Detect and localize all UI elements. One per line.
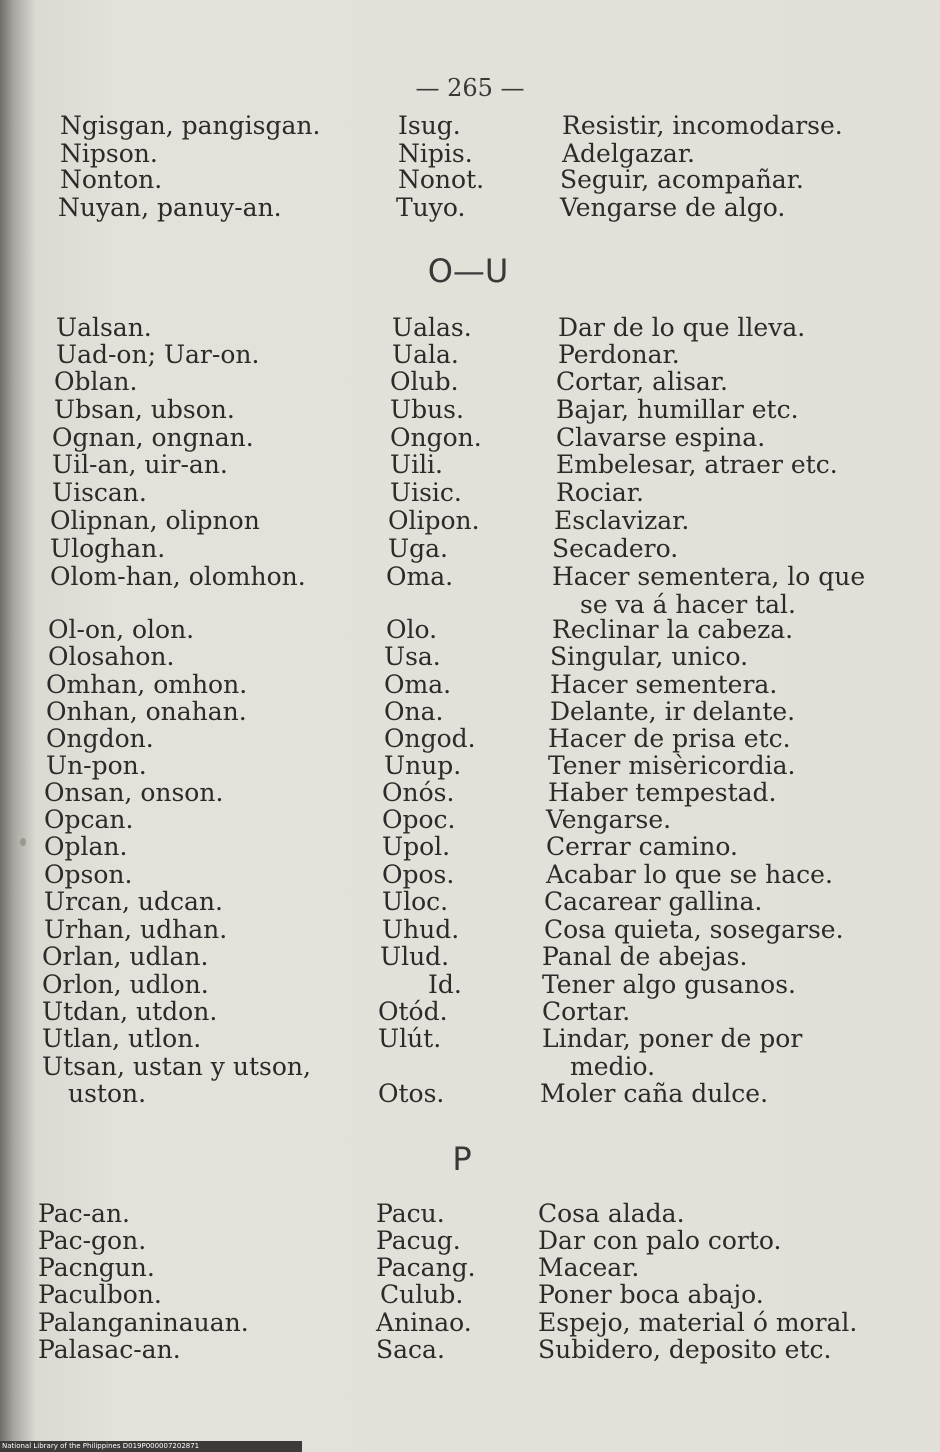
entry-root: Nipis. — [398, 139, 473, 168]
entry-meaning-line: Hacer sementera, lo que — [552, 562, 866, 591]
entry-root: Olub. — [390, 367, 459, 396]
entry-root: Ongon. — [390, 423, 482, 452]
entry-meaning: Reclinar la cabeza. — [552, 615, 794, 644]
entry-root: Pacu. — [376, 1199, 445, 1228]
entry-word: Utdan, utdon. — [42, 997, 218, 1026]
entry-root: Opoc. — [382, 805, 456, 834]
section-heading-o-u: O—U — [427, 252, 509, 290]
entry-word: Omhan, omhon. — [46, 670, 248, 699]
entry-root: Opos. — [382, 860, 455, 889]
entry-word: Urcan, udcan. — [44, 887, 223, 916]
entry-word: Ongdon. — [46, 724, 154, 753]
entry-word: Opcan. — [44, 805, 134, 834]
entry-meaning: Macear. — [538, 1253, 640, 1282]
entry-meaning: Cosa alada. — [538, 1199, 685, 1228]
entry-root: Unup. — [384, 751, 462, 780]
entry-word: Pacngun. — [38, 1253, 155, 1282]
entry-meaning: Cosa quieta, sosegarse. — [544, 915, 844, 944]
archive-footer: National Library of the Philippines D019P000007202871 — [0, 1441, 302, 1452]
entry-meaning: Perdonar. — [558, 340, 680, 369]
entry-root: Ualas. — [392, 313, 472, 342]
entry-meaning: Seguir, acompañar. — [560, 165, 804, 194]
entry-root: Uala. — [392, 340, 459, 369]
entry-meaning: Moler caña dulce. — [540, 1079, 769, 1108]
entry-meaning: Tener misèricordia. — [548, 751, 796, 780]
entry-word: Ualsan. — [56, 313, 152, 342]
entry-meaning: Cortar. — [542, 997, 631, 1026]
entry-word: Utlan, utlon. — [42, 1024, 202, 1053]
entry-meaning: Cacarear gallina. — [544, 887, 763, 916]
entry-root: Uhud. — [382, 915, 460, 944]
entry-meaning: Vengarse. — [546, 805, 672, 834]
entry-meaning: Poner boca abajo. — [538, 1280, 764, 1309]
entry-word: Orlan, udlan. — [42, 942, 209, 971]
entry-word: Uad-on; Uar-on. — [56, 340, 260, 369]
entry-meaning: Cortar, alisar. — [556, 367, 728, 396]
entry-meaning: Bajar, humillar etc. — [556, 395, 799, 424]
entry-word: Uloghan. — [50, 534, 166, 563]
entry-meaning: Rociar. — [556, 478, 644, 507]
entry-word: Ubsan, ubson. — [54, 395, 235, 424]
entry-word: Olom-han, olomhon. — [50, 562, 306, 591]
entry-root: Upol. — [382, 832, 451, 861]
entry-word: Urhan, udhan. — [44, 915, 228, 944]
entry-meaning: Secadero. — [552, 534, 679, 563]
entry-meaning: Adelgazar. — [562, 139, 695, 168]
entry-root: Otód. — [378, 997, 448, 1026]
entry-root: Tuyo. — [396, 193, 466, 222]
entry-word: Nuyan, panuy-an. — [58, 193, 282, 222]
entry-root: Uloc. — [382, 887, 449, 916]
entry-word: Olipnan, olipnon — [50, 506, 260, 535]
entry-word: Ognan, ongnan. — [52, 423, 254, 452]
entry-root: Oma. — [386, 562, 454, 591]
entry-root: Uisic. — [390, 478, 462, 507]
entry-meaning: Acabar lo que se hace. — [546, 860, 833, 889]
entry-word: Oblan. — [54, 367, 138, 396]
entry-word: Onhan, onahan. — [46, 697, 247, 726]
entry-meaning — [552, 563, 892, 619]
entry-word: Oplan. — [44, 832, 128, 861]
entry-root: Otos. — [378, 1079, 445, 1108]
entry-meaning: Panal de abejas. — [542, 942, 748, 971]
entry-meaning — [542, 1025, 882, 1081]
entry-word: Palasac-an. — [38, 1335, 181, 1364]
entry-word: Olosahon. — [48, 642, 175, 671]
entry-root: Aninao. — [376, 1308, 472, 1337]
entry-root: Onós. — [382, 778, 455, 807]
entry-meaning: Embelesar, atraer etc. — [556, 450, 838, 479]
entry-meaning: Esclavizar. — [554, 506, 690, 535]
page-number: — 265 — — [415, 74, 525, 102]
entry-meaning: Subidero, deposito etc. — [538, 1335, 832, 1364]
section-heading-p: P — [452, 1140, 472, 1178]
entry-word: Onsan, onson. — [44, 778, 224, 807]
entry-root: Olo. — [386, 615, 438, 644]
entry-root: Oma. — [384, 670, 452, 699]
entry-meaning: Hacer sementera. — [550, 670, 778, 699]
entry-root: Ulud. — [380, 942, 450, 971]
entry-root: Ubus. — [390, 395, 464, 424]
entry-root: Pacang. — [376, 1253, 476, 1282]
entry-meaning: Vengarse de algo. — [560, 193, 786, 222]
ink-spot — [20, 838, 26, 846]
entry-meaning: Dar de lo que lleva. — [558, 313, 806, 342]
entry-word: Uiscan. — [52, 478, 147, 507]
entry-meaning-continuation: se va á hacer tal. — [580, 590, 796, 619]
entry-meaning: Hacer de prisa etc. — [548, 724, 791, 753]
entry-word: Orlon, udlon. — [42, 970, 209, 999]
entry-meaning: Espejo, material ó moral. — [538, 1308, 858, 1337]
entry-root: Nonot. — [398, 165, 485, 194]
entry-root: Id. — [428, 970, 462, 999]
entry-meaning: Clavarse espina. — [556, 423, 766, 452]
entry-word: Nonton. — [60, 165, 163, 194]
entry-root: Usa. — [384, 642, 441, 671]
entry-word: Pac-an. — [38, 1199, 131, 1228]
entry-word: Ngisgan, pangisgan. — [60, 111, 321, 140]
entry-word: Palanganinauan. — [38, 1308, 249, 1337]
entry-root: Pacug. — [376, 1226, 461, 1255]
entry-root: Ulút. — [378, 1024, 442, 1053]
entry-root: Ongod. — [384, 724, 476, 753]
entry-word: Ol-on, olon. — [48, 615, 195, 644]
entry-meaning: Tener algo gusanos. — [542, 970, 796, 999]
entry-root: Ona. — [384, 697, 444, 726]
entry-meaning-continuation: medio. — [570, 1052, 656, 1081]
entry-root: Culub. — [380, 1280, 464, 1309]
entry-meaning: Singular, unico. — [550, 642, 749, 671]
entry-word: Un-pon. — [46, 751, 147, 780]
entry-word: Paculbon. — [38, 1280, 162, 1309]
entry-meaning: Dar con palo corto. — [538, 1226, 782, 1255]
entry-word: Utsan, ustan y utson, — [42, 1052, 311, 1081]
entry-meaning: Haber tempestad. — [548, 778, 777, 807]
entry-root: Isug. — [398, 111, 461, 140]
entry-meaning: Resistir, incomodarse. — [562, 111, 843, 140]
entry-root: Saca. — [376, 1335, 445, 1364]
entry-meaning-line: Lindar, poner de por — [542, 1024, 803, 1053]
entry-word-continuation: uston. — [68, 1079, 147, 1108]
entry-meaning: Cerrar camino. — [546, 832, 738, 861]
entry-word: Uil-an, uir-an. — [52, 450, 228, 479]
entry-root: Olipon. — [388, 506, 480, 535]
entry-root: Uga. — [388, 534, 448, 563]
entry-root: Uili. — [390, 450, 444, 479]
entry-word: Pac-gon. — [38, 1226, 147, 1255]
entry-word: Opson. — [44, 860, 133, 889]
entry-word: Nipson. — [60, 139, 158, 168]
entry-meaning: Delante, ir delante. — [550, 697, 796, 726]
